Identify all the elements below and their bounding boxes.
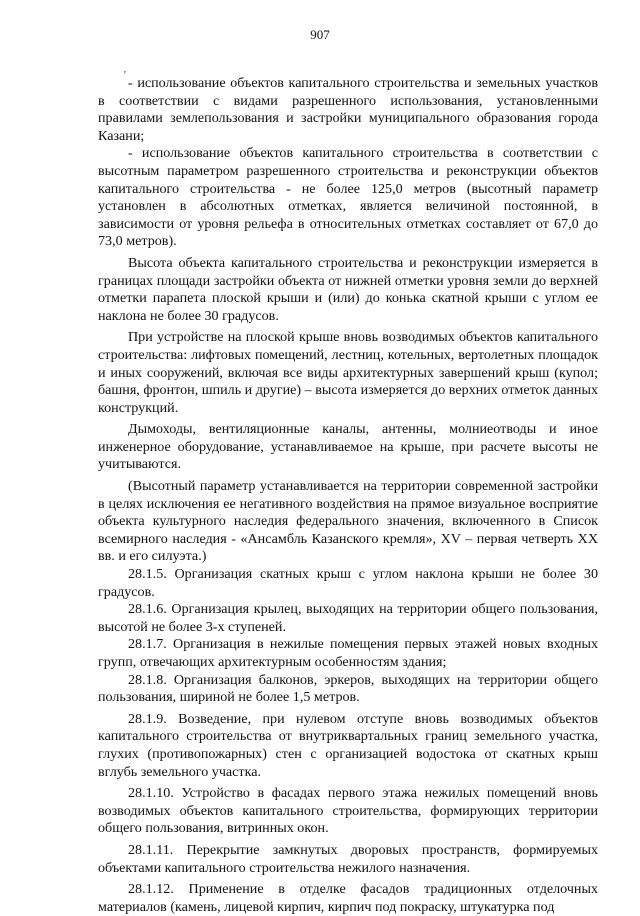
paragraph-28-1-8: 28.1.8. Организация балконов, эркеров, выходящих на территории общего пользования, шириной не более 1,5 метров. [98, 671, 598, 706]
paragraph-height-note: (Высотный параметр устанавливается на территории современной застройки в целях исключения ее негативного воздействия на прямое визуальное восприятие объекта культурного наследия федерального значения, включенного в Список всемирного наследия - «Ансамбль Казанского кремля», XV – первая четверть XX вв. и его силуэта.) [98, 478, 598, 565]
page-number: 907 [310, 27, 330, 42]
paragraph-height-parameter: - использование объектов капитального строительства в соответствии с высотным параметром разрешенного строительства и реконструкции объектов капитального строительства - не более 125,0 метров (высотный параметр установлен в абсолютных отметках, является величиной постоянной, в зависимости от уровня рельефа в относительных отметках составляет от 67,0 до 73,0 метров). [98, 145, 598, 250]
paragraph-28-1-6: 28.1.6. Организация крылец, выходящих на территории общего пользования, высотой не более 3-х ступеней. [98, 601, 598, 635]
paragraph-flat-roof: При устройстве на плоской крыше вновь возводимых объектов капитального строительства: лифтовых помещений, лестниц, котельных, вертолетных площадок и иных сооружений, включая все виды архитектурных завершений крыш (купол; башня, фронтон, шпиль и другие) – высота измеряется до верхних отметок данных конструкций. [98, 329, 598, 416]
paragraph-28-1-7: 28.1.7. Организация в нежилые помещения первых этажей новых входных групп, отвечающих архитектурным особенностям здания; [98, 636, 598, 670]
paragraph-land-use: - использование объектов капитального строительства и земельных участков в соответствии с видами разрешенного использования, установленными правилами землепользования и застройки муниципального образования города Казани; [98, 75, 598, 144]
paragraph-roof-equipment: Дымоходы, вентиляционные каналы, антенны, молниеотводы и иное инженерное оборудование, устанавливаемое на крыше, при расчете высоты не учитываются. [98, 421, 598, 473]
paragraph-28-1-9: 28.1.9. Возведение, при нулевом отступе вновь возводимых объектов капитального строительства от внутриквартальных границ земельного участка, глухих (противопожарных) стен с организацией водостока от скатных крыш вглубь земельного участка. [98, 710, 598, 780]
document-body [98, 75, 598, 916]
scan-mark: ' [124, 70, 126, 81]
paragraph-height-measurement: Высота объекта капитального строительства и реконструкции измеряется в границах площади застройки объекта от нижней отметки уровня земли до верхней отметки парапета плоской крыши и (или) до конька скатной крыши с углом ее наклона не более 30 градусов. [98, 254, 598, 324]
paragraph-28-1-11: 28.1.11. Перекрытие замкнутых дворовых пространств, формируемых объектами капитального строительства нежилого назначения. [98, 841, 598, 876]
paragraph-28-1-12: 28.1.12. Применение в отделке фасадов традиционных отделочных материалов (камень, лицевой кирпич, кирпич под покраску, штукатурка под [98, 881, 598, 915]
paragraph-28-1-5: 28.1.5. Организация скатных крыш с углом наклона крыши не более 30 градусов. [98, 566, 598, 600]
paragraph-28-1-10: 28.1.10. Устройство в фасадах первого этажа нежилых помещений вновь возводимых объектов капитального строительства, формирующих территории общего пользования, витринных окон. [98, 785, 598, 837]
